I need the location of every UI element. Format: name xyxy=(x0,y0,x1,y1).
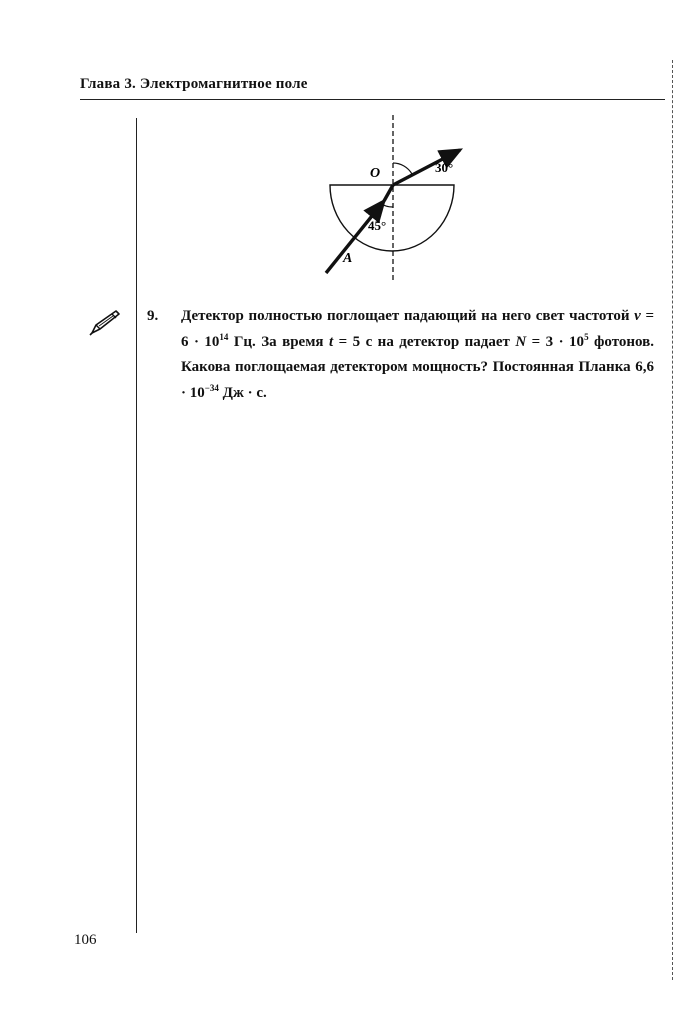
problem-text xyxy=(181,304,654,406)
incidence-angle-label: 45° xyxy=(368,218,387,233)
eq-t: = 5 с на детектор падает xyxy=(333,333,516,350)
refraction-figure xyxy=(300,110,480,285)
text-intro: Детектор полностью поглощает падающий на него свет частотой xyxy=(181,308,635,324)
semicircle-outline xyxy=(330,185,454,251)
pen-icon xyxy=(86,307,122,337)
problem-number: 9. xyxy=(147,308,159,324)
n-symbol: N xyxy=(515,333,527,350)
page-number: 106 xyxy=(74,932,97,948)
text-mid2: фотонов. Какова поглощаемая детектором мощность? Постоянная Планка 6,6 · 10 xyxy=(181,333,654,401)
t-symbol: t xyxy=(329,333,334,350)
exp-n: 5 xyxy=(584,331,589,342)
header-rule xyxy=(80,99,665,100)
refraction-angle-label: 30° xyxy=(435,160,454,175)
eq-nu: = 6 · 10 xyxy=(181,308,654,350)
exp-nu: 14 xyxy=(219,331,229,342)
text-mid1: Гц. За время xyxy=(228,333,329,350)
exp-h: −34 xyxy=(204,382,219,393)
point-o-label: O xyxy=(370,166,381,181)
text-end: Дж · с. xyxy=(218,384,267,401)
margin-rule xyxy=(136,118,137,933)
nu-symbol: ν xyxy=(634,308,641,324)
ray-a-label: A xyxy=(343,251,353,266)
eq-n: = 3 · 10 xyxy=(526,333,585,350)
cut-line xyxy=(672,60,673,980)
refraction-angle-arc xyxy=(393,163,412,174)
chapter-header: Глава 3. Электромагнитное поле xyxy=(80,76,308,92)
